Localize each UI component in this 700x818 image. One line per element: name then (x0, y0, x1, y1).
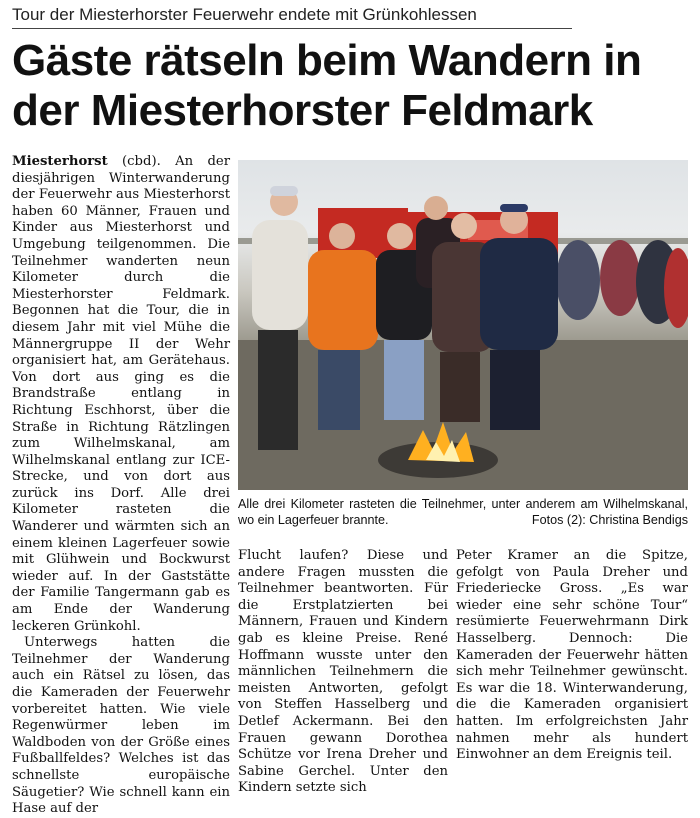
paragraph-2: Unterwegs hatten die Teilnehmer der Wanderung auch ein Rätsel zu lösen, das die Kameraden der Feuerwehr vorbereitet hatten. Wie viele Regenwürmer leben im Waldboden von der Größe eines Fußballfeldes? Welches ist das schnellste europäische Säugetier? Wie schnell kann ein Hase auf der (12, 635, 230, 817)
person-background (600, 240, 640, 316)
caption-text: Alle drei Kilometer rasteten die Teilnehmer, unter anderem am Wilhelmskanal, wo ein Lagerfeuer brannte. (238, 497, 688, 527)
person-legs (318, 350, 360, 430)
paragraph-1 (12, 154, 230, 635)
person-head (424, 196, 448, 220)
headline-line-1: Gäste rätseln beim Wandern in (12, 36, 642, 85)
headline-line-2: der Miesterhorster Feldmark (12, 86, 593, 135)
paragraph-1-text: An der diesjährigen Winterwanderung der Feuerwehr aus Miesterhorst haben 60 Männer, Frauen und Kinder aus Miesterhorst und Umgebung teilgenommen. Die Teilnehmer wanderten neun Kilometer durch die Miesterhorster Feldmark. Begonnen hat die Tour, die in diesem Jahr mit viel Mühe die Männergruppe II der Wehr organisiert hat, am Gerätehaus. Von dort aus ging es die Brandstraße entlang in Richtung Eschhorst, über die Straße in Richtung Rätzlingen zum Wilhelmskanal, am Wilhelmskanal entlang zur ICE-Strecke, und von dort aus zurück ins Dorf. Alle drei Kilometer rasteten die Wanderer und wärmten sich an einem kleinen Lagerfeuer sowie mit Glühwein und Bockwurst wieder auf. In der Gaststätte der Familie Tangermann gab es am Ende der Wanderung leckeren Grünkohl. (12, 154, 230, 634)
person-cap (500, 204, 528, 212)
text-column-3 (456, 548, 688, 764)
person-orange-jacket (308, 250, 378, 350)
article-photo (238, 160, 688, 490)
text-column-2 (238, 548, 448, 797)
person-legs (258, 330, 298, 450)
person-legs (490, 350, 540, 430)
text-column-1 (12, 154, 230, 818)
article-kicker: Tour der Miesterhorster Feuerwehr endete mit Grünkohlessen (12, 4, 572, 29)
person-head (451, 213, 477, 239)
person-head (387, 223, 413, 249)
person-white-jacket (252, 220, 308, 330)
person-hat (270, 186, 298, 196)
person-legs (440, 352, 480, 422)
paragraph-3: Flucht laufen? Diese und andere Fragen mussten die Teilnehmer beantworten. Für die Erstplatzierten bei Männern, Frauen und Kindern gab es kleine Preise. René Hoffmann wusste unter den männlichen Teilnehmern die meisten Antworten, gefolgt von Steffen Hasselberg und Detlef Ackermann. Bei den Frauen gewann Dorothea Schütze vor Irena Dreher und Sabine Gerchel. Unter den Kindern setzte sich (238, 548, 448, 796)
photo-illustration (238, 160, 688, 490)
person-navy-jacket (480, 238, 558, 350)
paragraph-4: Peter Kramer an die Spitze, gefolgt von Paula Dreher und Friederiecke Gross. „Es war wieder eine sehr schöne Tour“ resümierte Feuerwehrmann Dirk Hasselberg. Dennoch: Die Kameraden der Feuerwehr hätten sich mehr Teilnehmer gewünscht. Es war die 18. Winterwanderung, die die Kameraden organisiert hatten. Im erfolgreichsten Jahr nahmen mehr als hundert Einwohner an dem Ereignis teil. (456, 548, 688, 763)
photo-caption (238, 496, 688, 528)
person-head (329, 223, 355, 249)
photo-credit: Fotos (2): Christina Bendigs (531, 513, 688, 527)
byline: (cbd). (107, 154, 176, 169)
person-background (556, 240, 600, 320)
person-legs (384, 340, 424, 420)
dateline: Miesterhorst (12, 154, 108, 169)
article-headline (12, 36, 692, 136)
